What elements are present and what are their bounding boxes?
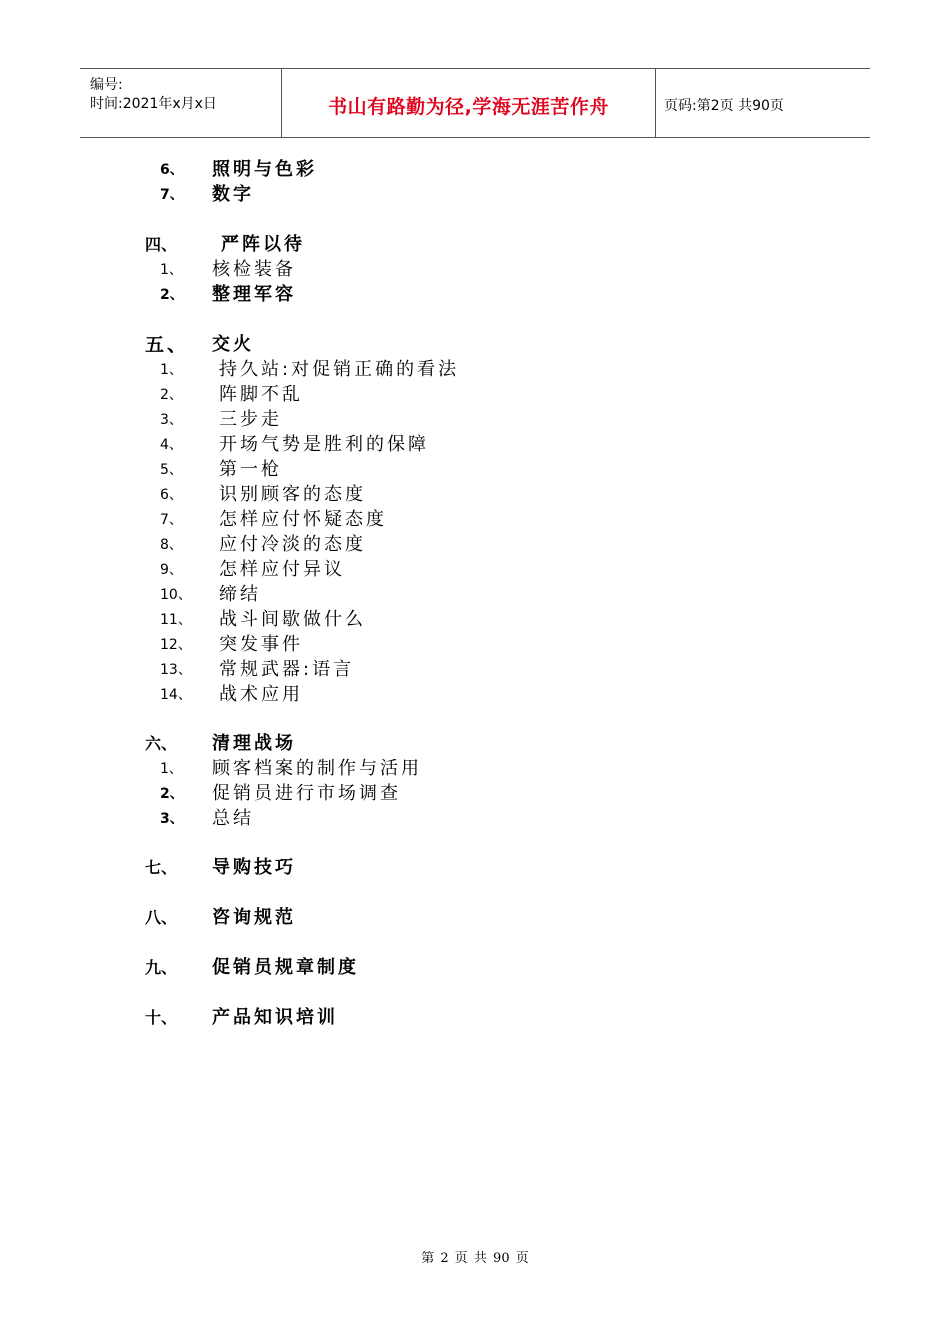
item-text: 战斗间歇做什么 [219, 609, 366, 630]
item-text: 识别顾客的态度 [219, 484, 366, 505]
item-number: 11、 [160, 612, 192, 628]
item-text: 照明与色彩 [212, 159, 317, 180]
item-number: 8、 [160, 537, 183, 553]
header-page-cell [655, 69, 870, 137]
page-header [80, 68, 870, 138]
item-number: 7、 [160, 512, 183, 528]
item-number: 13、 [160, 662, 192, 678]
item-text: 阵脚不乱 [219, 384, 303, 405]
document-time-label: 时间:2021年x月x日 [90, 96, 217, 112]
item-text: 总结 [212, 808, 254, 829]
item-text: 缔结 [219, 584, 261, 605]
item-number: 14、 [160, 687, 192, 703]
item-text: 顾客档案的制作与活用 [212, 758, 422, 779]
item-text: 第一枪 [219, 459, 282, 480]
item-number: 6、 [160, 487, 183, 503]
header-page-info: 页码:第2页 共90页 [664, 98, 784, 114]
item-number: 2、 [160, 287, 184, 303]
item-number: 6、 [160, 162, 184, 178]
item-number: 2、 [160, 387, 183, 403]
item-text: 应付冷淡的态度 [219, 534, 366, 555]
item-text: 怎样应付异议 [219, 559, 345, 580]
item-number: 1、 [160, 761, 183, 777]
section-title: 交火 [212, 334, 254, 355]
section-title: 产品知识培训 [212, 1007, 338, 1028]
header-motto: 书山有路勤为径,学海无涯苦作舟 [328, 96, 609, 118]
section-title: 咨询规范 [212, 907, 296, 928]
item-text: 突发事件 [219, 634, 303, 655]
item-text: 核检装备 [212, 259, 296, 280]
section-number: 四、 [145, 235, 178, 254]
item-number: 5、 [160, 462, 183, 478]
item-number: 4、 [160, 437, 183, 453]
item-number: 3、 [160, 412, 183, 428]
section-title: 严阵以待 [221, 234, 305, 255]
item-text: 常规武器:语言 [219, 659, 355, 680]
item-text: 整理军容 [212, 284, 296, 305]
item-text: 怎样应付怀疑态度 [219, 509, 387, 530]
section-number: 六、 [145, 734, 178, 753]
section-number: 十、 [145, 1008, 178, 1027]
item-number: 1、 [160, 362, 183, 378]
section-title: 促销员规章制度 [212, 957, 359, 978]
item-number: 7、 [160, 187, 184, 203]
section-title: 导购技巧 [212, 857, 296, 878]
item-text: 促销员进行市场调查 [212, 783, 401, 804]
item-number: 2、 [160, 786, 184, 802]
page-footer: 第 2 页 共 90 页 [421, 1251, 529, 1266]
document-number-label: 编号: [90, 77, 123, 93]
item-text: 开场气势是胜利的保障 [219, 434, 429, 455]
item-text: 持久站:对促销正确的看法 [219, 359, 460, 380]
item-number: 12、 [160, 637, 192, 653]
section-number: 五、 [145, 334, 190, 356]
item-number: 1、 [160, 262, 183, 278]
item-text: 数字 [212, 184, 254, 205]
section-number: 七、 [145, 858, 178, 877]
header-motto-cell [281, 69, 656, 137]
section-title: 清理战场 [212, 733, 296, 754]
item-text: 战术应用 [219, 684, 303, 705]
item-text: 三步走 [219, 409, 282, 430]
header-left-cell [80, 69, 281, 137]
item-number: 9、 [160, 562, 183, 578]
section-number: 八、 [145, 908, 178, 927]
item-number: 3、 [160, 811, 184, 827]
section-number: 九、 [145, 958, 178, 977]
item-number: 10、 [160, 587, 192, 603]
